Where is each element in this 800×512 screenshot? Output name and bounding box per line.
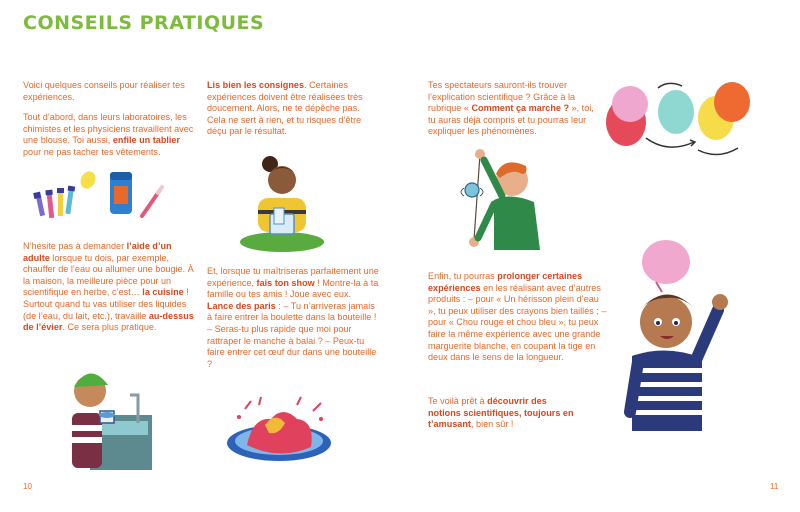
body-text: : – Tu n’arriveras jamais à faire entrer la boulette dans la bouteille ! – Seras-tu plus rapide que moi pour rattraper le manche à balai ? – Peux-tu faire entrer cet œuf dur dans une bouteille ? bbox=[207, 300, 377, 369]
girl-reading-icon bbox=[240, 152, 325, 254]
emphasis-text: découvrir des notions scientifiques, toujours en t’amusant bbox=[428, 396, 574, 430]
col2-instructions-advice bbox=[207, 80, 377, 138]
body-text: Te voilà prêt à bbox=[428, 396, 488, 406]
boy-at-sink-icon bbox=[60, 355, 155, 475]
emphasis-text: Lance des paris bbox=[207, 300, 276, 311]
col1-apron-advice bbox=[23, 112, 195, 158]
body-text: Enfin, tu pourras bbox=[428, 271, 498, 281]
body-text: Et, lorsque tu maîtriseras parfaitement une expérience, bbox=[207, 266, 379, 288]
body-text: , bien sûr ! bbox=[470, 419, 514, 430]
col2-show-advice bbox=[207, 266, 379, 370]
page-title: CONSEILS PRATIQUES bbox=[23, 12, 265, 34]
body-text: lorsque tu dois, par exemple, chauffer de l’eau ou allumer une bougie. À la maison, la meilleure pièce pour un scientifique en herbe, c’est… bbox=[23, 252, 194, 298]
body-text: pour ne pas tacher tes vêtements. bbox=[23, 146, 161, 157]
body-text: N’hésite pas à demander bbox=[23, 241, 127, 251]
emphasis-text: au-dessus de l’évier bbox=[23, 310, 194, 333]
body-text: ! Surtout quand tu vas utiliser des liquides (de l’eau, du lait, etc.), travaille bbox=[23, 287, 189, 321]
emphasis-text: la cuisine bbox=[142, 287, 184, 298]
balloons-icon bbox=[598, 78, 758, 160]
body-text: », toi, tu auras déjà compris et tu pourras leur expliquer les phénomènes. bbox=[428, 103, 594, 137]
emphasis-text: Comment ça marche ? bbox=[471, 103, 570, 114]
col3-conclusion bbox=[428, 396, 578, 431]
boy-balloon-head-icon bbox=[622, 236, 740, 436]
body-text: Tout d’abord, dans leurs laboratoires, les chimistes et les physiciens travaillent avec une blouse. Toi aussi, bbox=[23, 112, 194, 146]
col3-prolong-advice bbox=[428, 271, 608, 364]
body-text: . Ce sera plus pratique. bbox=[62, 322, 157, 333]
emphasis-text: enfile un tablier bbox=[112, 135, 181, 146]
page-number-right: 11 bbox=[770, 482, 779, 491]
col3-explanation-advice bbox=[428, 80, 603, 138]
body-text: Tes spectateurs sauront-ils trouver l’explication scientifique ? Grâce à la rubrique « bbox=[428, 80, 576, 114]
emphasis-text: fais ton show bbox=[256, 277, 315, 288]
emphasis-text: l’aide d’un adulte bbox=[23, 241, 172, 263]
lab-supplies-icon bbox=[30, 168, 170, 226]
col1-adult-advice bbox=[23, 241, 197, 334]
body-text: en les réalisant avec d’autres produits : – pour « Un hérisson plein d’eau », tu peux utiliser des crayons bien taillés ; – pour « Chou rouge et chou bleu », tu peux faire la même expérience avec une grande marguerite blanche, en coupant la tige en deux dans le sens de la longueur. bbox=[428, 282, 607, 363]
body-text: . Certaines expériences doivent être réalisées très doucement. Alors, ne te dépêche pas. Cela ne sert à rien, et tu risques d’être déçu par le résultat. bbox=[207, 80, 363, 137]
emphasis-text: Lis bien les consignes bbox=[207, 80, 305, 90]
egg-splash-icon bbox=[225, 395, 333, 470]
emphasis-text: prolonger certaines expériences bbox=[428, 271, 583, 293]
body-text: ! Montre-la à ta famille ou tes amis ! Joue avec eux. bbox=[207, 277, 379, 300]
boy-pendulum-icon bbox=[450, 140, 545, 250]
col1-intro: Voici quelques conseils pour réaliser tes expériences. bbox=[23, 80, 185, 102]
page-number-left: 10 bbox=[23, 482, 32, 491]
